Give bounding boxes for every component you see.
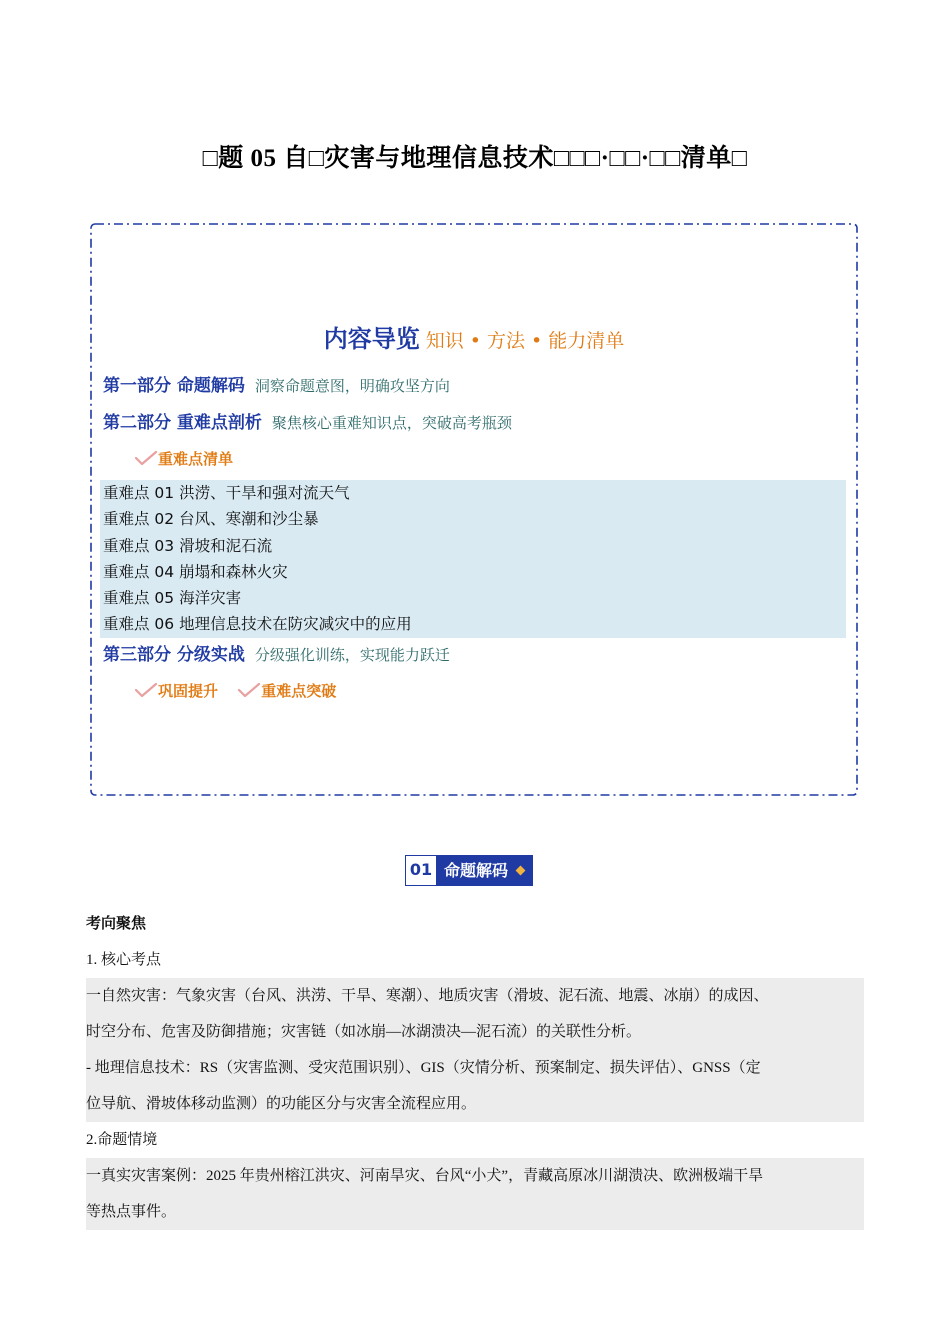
real-cases-line-1: 一真实灾害案例：2025 年贵州榕江洪灾、河南旱灾、台风“小犬”，青藏高原冰川湖溃决、欧洲极端干旱 xyxy=(86,1158,864,1194)
part-three-label: 第三部分 分级实战 xyxy=(103,645,245,665)
consolidate-tag-label: 巩固提升 xyxy=(158,682,219,700)
natural-disasters-line-2: 时空分布、危害及防御措施；灾害链（如冰崩—冰湖溃决—泥石流）的关联性分析。 xyxy=(86,1014,864,1050)
core-points-subheading: 1. 核心考点 xyxy=(86,952,162,968)
part-two xyxy=(103,408,512,433)
scenario-subheading: 2.命题情境 xyxy=(86,1132,158,1148)
key-point-item: 重难点 04 崩塌和森林火灾 xyxy=(103,562,288,581)
guide-heading xyxy=(90,319,858,354)
part-one xyxy=(103,371,450,396)
section-badge xyxy=(405,855,533,886)
document-title: □题 05 自□灾害与地理信息技术□□□·□□·□□清单□ xyxy=(202,145,748,172)
part-two-tag-row xyxy=(134,448,233,469)
part-one-desc: 洞察命题意图，明确攻坚方向 xyxy=(254,377,450,395)
exam-focus-section xyxy=(86,906,864,1230)
content-guide-box xyxy=(90,223,858,796)
check-icon xyxy=(134,682,158,698)
natural-disasters-line-1: 一自然灾害：气象灾害（台风、洪涝、干旱、寒潮）、地质灾害（滑坡、泥石流、地震、冰崩）的成因、 xyxy=(86,978,864,1014)
diamond-icon xyxy=(516,866,526,876)
key-point-item: 重难点 06 地理信息技术在防灾减灾中的应用 xyxy=(103,615,412,634)
exam-focus-heading: 考向聚焦 xyxy=(86,916,147,932)
real-cases-line-2: 等热点事件。 xyxy=(86,1194,864,1230)
key-point-item: 重难点 03 滑坡和泥石流 xyxy=(103,536,273,555)
check-icon xyxy=(134,450,158,466)
key-points-list xyxy=(100,480,846,638)
part-three-desc: 分级强化训练，实现能力跃迁 xyxy=(254,646,450,664)
key-point-item: 重难点 01 洪涝、干旱和强对流天气 xyxy=(103,484,350,502)
check-icon xyxy=(237,682,261,698)
guide-heading-main: 内容导览 xyxy=(323,325,420,353)
section-badge-label-wrap xyxy=(436,856,532,885)
key-point-item: 重难点 05 海洋灾害 xyxy=(103,589,242,608)
breakthrough-tag xyxy=(237,682,336,700)
geo-info-tech-line-1: - 地理信息技术：RS（灾害监测、受灾范围识别）、GIS（灾情分析、预案制定、损失评估）、GNSS（定 xyxy=(86,1050,864,1086)
part-three xyxy=(103,640,450,665)
part-one-label: 第一部分 命题解码 xyxy=(103,376,245,396)
part-two-desc: 聚焦核心重难知识点，突破高考瓶颈 xyxy=(271,414,512,432)
part-two-label: 第二部分 重难点剖析 xyxy=(103,413,262,433)
consolidate-tag xyxy=(134,682,223,700)
section-badge-number: 01 xyxy=(406,856,436,885)
key-points-tag xyxy=(134,450,233,468)
guide-heading-sub: 知识 • 方法 • 能力清单 xyxy=(425,330,625,352)
geo-info-tech-line-2: 位导航、滑坡体移动监测）的功能区分与灾害全流程应用。 xyxy=(86,1086,864,1122)
section-badge-label: 命题解码 xyxy=(444,860,509,880)
part-three-tag-row xyxy=(134,680,336,701)
breakthrough-tag-label: 重难点突破 xyxy=(261,682,337,700)
key-points-tag-label: 重难点清单 xyxy=(158,450,234,468)
key-point-item: 重难点 02 台风、寒潮和沙尘暴 xyxy=(103,510,319,529)
